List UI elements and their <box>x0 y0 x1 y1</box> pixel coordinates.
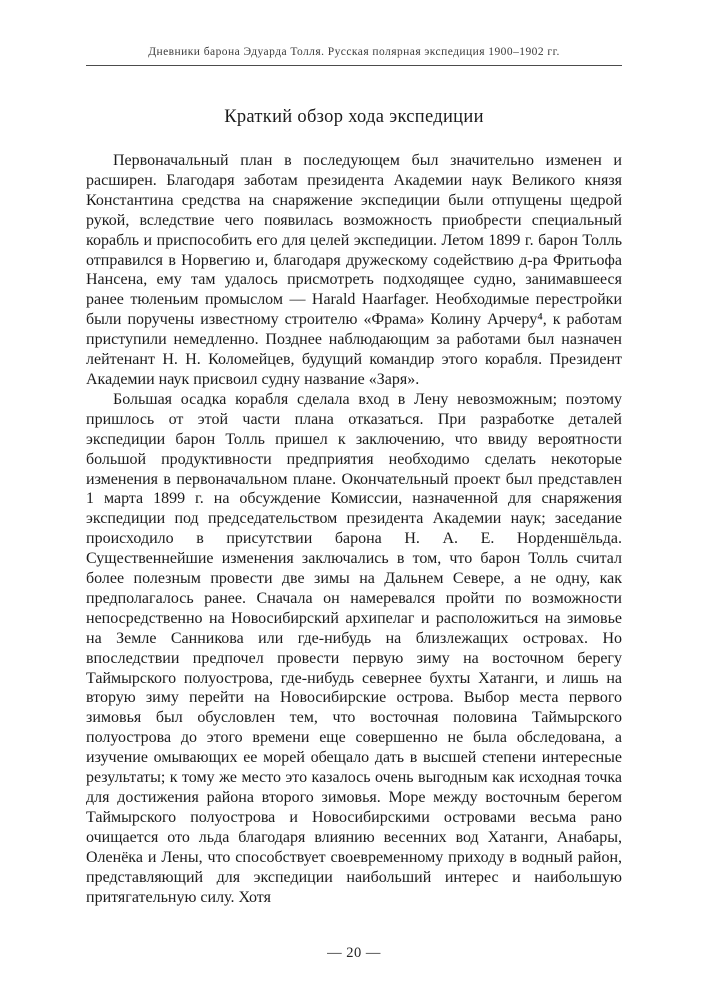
page-number: — 20 — <box>327 945 381 961</box>
body-text <box>86 151 622 907</box>
header-rule <box>86 65 622 66</box>
page-footer <box>0 945 708 962</box>
body-paragraph: Первоначальный план в последующем был значительно изменен и расширен. Благодаря заботам президента Академии наук Великого князя Константина средства на снаряжение экспедиции были отпущены щедрой рукой, вследствие чего появилась возможность приобрести специальный корабль и приспособить его для целей экспедиции. Летом 1899 г. барон Толль отправился в Норвегию и, благодаря дружескому содействию д-ра Фритьофа Нансена, ему там удалось присмотреть подходящее судно, занимавшееся ранее тюленьим промыслом — Harald Haarfager. Необходимые перестройки были поручены известному строителю «Фрама» Колину Арчеру⁴, к работам приступили немедленно. Позднее наблюдающим за работами был назначен лейтенант Н. Н. Коломейцев, будущий командир этого корабля. Президент Академии наук присвоил судну название «Заря». <box>86 152 622 388</box>
section-title: Краткий обзор хода экспедиции <box>224 107 484 127</box>
running-header-text: Дневники барона Эдуарда Толля. Русская полярная экспедиция 1900–1902 гг. <box>148 46 560 58</box>
body-paragraph: Большая осадка корабля сделала вход в Лену невозможным; поэтому пришлось от этой части плана отказаться. При разработке деталей экспедиции барон Толль пришел к заключению, что ввиду вероятности большой продуктивности предприятия необходимо сделать некоторые изменения в первоначальном плане. Окончательный проект был представлен 1 марта 1899 г. на обсуждение Комиссии, назначенной для снаряжения экспедиции под председательством президента Академии наук; заседание происходило в присутствии барона Н. А. Е. Норденшёльда. Существеннейшие изменения заключались в том, что барон Толль считал более полезным провести две зимы на Дальнем Севере, а не одну, как предполагалось ранее. Сначала он намеревался пройти по возможности непосредственно на Новосибирский архипелаг и расположиться на зимовье на Земле Санникова или где-нибудь на близлежащих островах. Но впоследствии предпочел провести первую зиму на восточном берегу Таймырского полуострова, где-нибудь севернее бухты Хатанги, и лишь на вторую зиму перейти на Новосибирские острова. Выбор места первого зимовья был обусловлен тем, что восточная половина Таймырского полуострова до этого времени еще совершенно не была обследована, а изучение омывающих ее морей обещало дать в высшей степени интересные результаты; к тому же место это казалось очень выгодным как исходная точка для достижения района второго зимовья. Море между восточным берегом Таймырского полуострова и Новосибирскими островами весьма рано очищается ото льда благодаря влиянию весенних вод Хатанги, Анабары, Оленёка и Лены, что способствует своевременному приходу в водный район, представляющий для экспедиции наибольший интерес и наибольшую притягательную силу. Хотя <box>86 390 622 906</box>
running-header <box>86 46 622 66</box>
